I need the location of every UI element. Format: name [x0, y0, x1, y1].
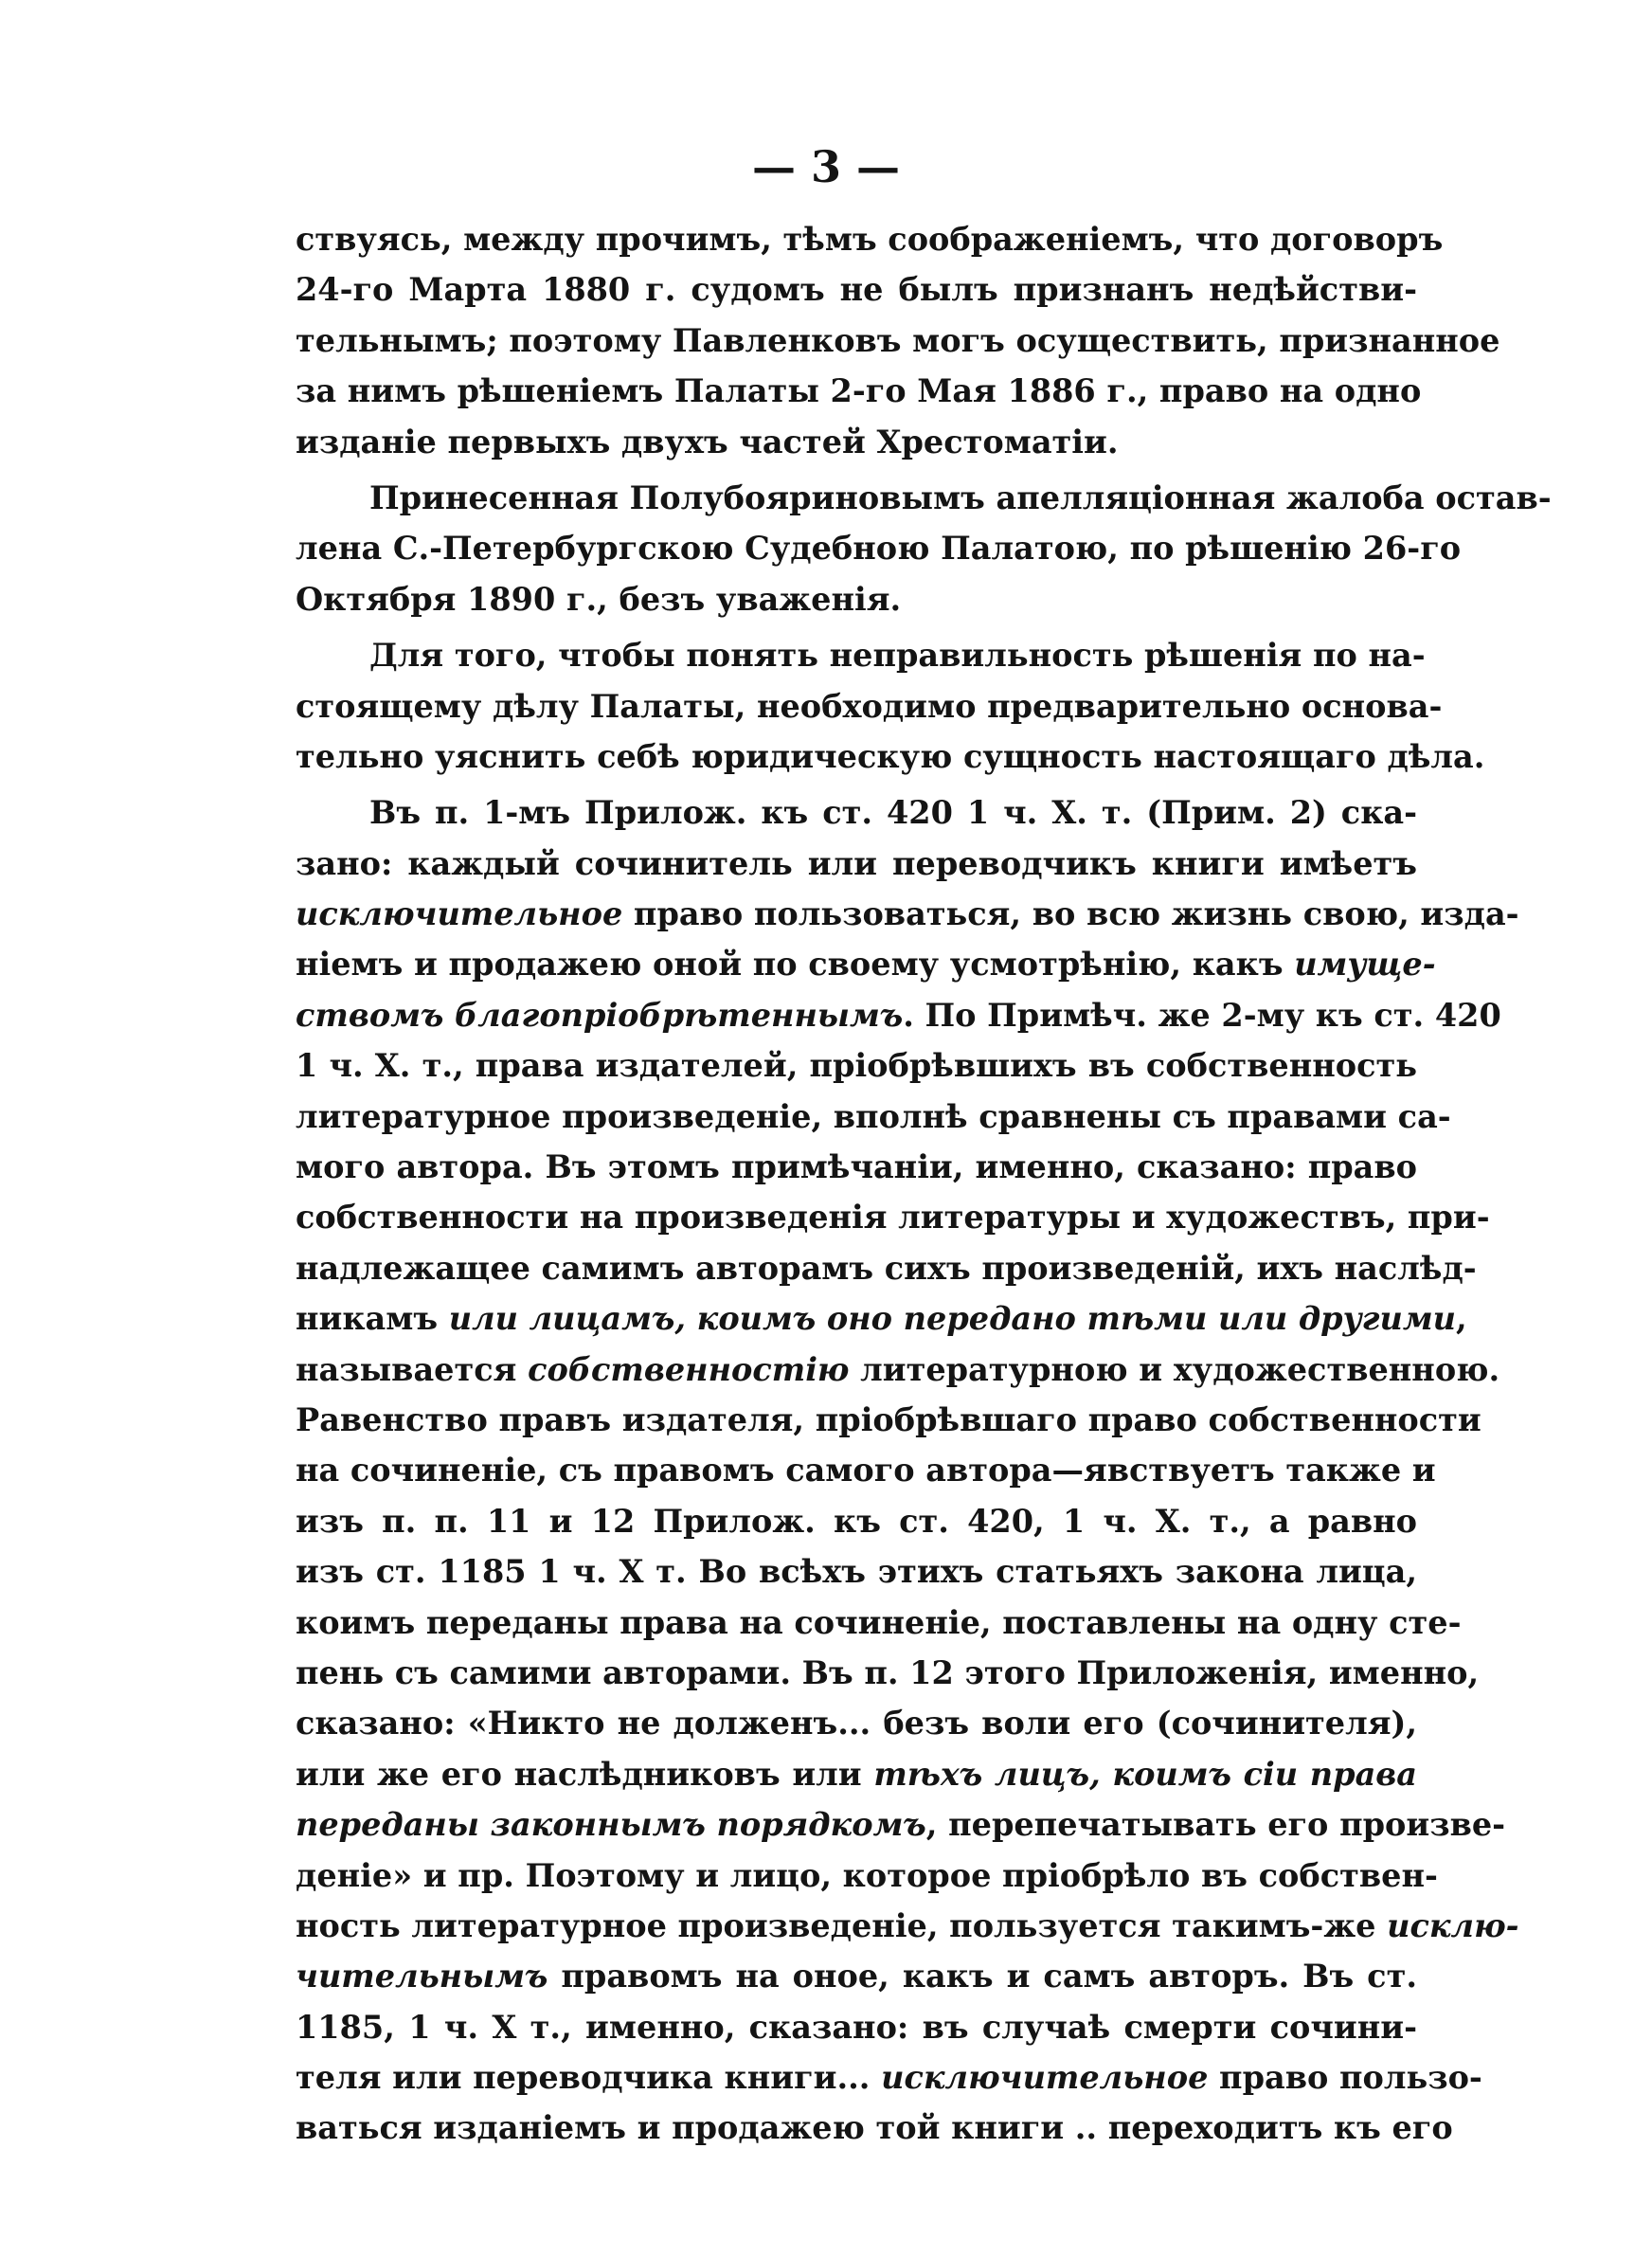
text-line: ствуясь, между прочимъ, тѣмъ соображеніемъ, что договоръ [296, 221, 1444, 258]
text-line: изданіе первыхъ двухъ частей Хрестоматіи. [296, 423, 1119, 460]
italic-emphasis: исклю- [1387, 1906, 1519, 1944]
italic-emphasis: исключительное [296, 895, 623, 933]
italic-emphasis: переданы законнымъ порядкомъ [296, 1806, 926, 1844]
text-line: Равенство правъ издателя, пріобрѣвшаго право собственности [296, 1400, 1481, 1438]
text-line: изъ п. п. 11 и 12 Прилож. къ ст. 420, 1 ч. X. т., а равно [296, 1502, 1417, 1540]
text-line: коимъ переданы права на сочиненіе, поставлены на одну сте- [296, 1603, 1462, 1641]
text-line: 24-го Марта 1880 г. судомъ не былъ признанъ недѣйстви- [296, 271, 1417, 309]
text-line: Октября 1890 г., безъ уваженія. [296, 580, 902, 618]
paragraph-first-line: Для того, чтобы понять неправильность рѣшенія по на- [369, 637, 1426, 675]
italic-emphasis: чительнымъ [296, 1958, 548, 1995]
text-line: лена С.-Петербургскою Судебною Палатою, по рѣшенію 26-го [296, 530, 1462, 568]
text-line: надлежащее самимъ авторамъ сихъ произведеній, ихъ наслѣд- [296, 1249, 1477, 1287]
text-line: 1185, 1 ч. X т., именно, сказано: въ случаѣ смерти сочини- [296, 2008, 1417, 2046]
text-line: тельнымъ; поэтому Павленковъ могъ осуществить, признанное [296, 321, 1500, 359]
body-text [296, 214, 1552, 2154]
italic-emphasis: исключительное [881, 2059, 1209, 2097]
text-line: за нимъ рѣшеніемъ Палаты 2-го Мая 1886 г., право на одно [296, 372, 1422, 410]
italic-emphasis: тѣхъ лицъ, коимъ сіи права [873, 1755, 1417, 1793]
text-line: мого автора. Въ этомъ примѣчаніи, именно, сказано: право [296, 1148, 1417, 1186]
text-line: 1 ч. X. т., права издателей, пріобрѣвшихъ въ собственность [296, 1047, 1417, 1085]
text-line: собственности на произведенія литературы и художествъ, при- [296, 1199, 1490, 1237]
text-line: чительнымъ правомъ на оное, какъ и самъ авторъ. Въ ст. [296, 1958, 1417, 1995]
italic-emphasis: ствомъ благопріобрѣтеннымъ [296, 996, 904, 1034]
italic-emphasis: имуще- [1294, 946, 1436, 984]
text-line: ствомъ благопріобрѣтеннымъ. По Примѣч. же 2-му къ ст. 420 [296, 996, 1501, 1034]
text-line: на сочиненіе, съ правомъ самого автора—явствуетъ также и [296, 1452, 1436, 1490]
text-line: зано: каждый сочинитель или переводчикъ книги имѣетъ [296, 844, 1417, 882]
text-line: называется собственностію литературною и художественною. [296, 1350, 1500, 1388]
text-line: никамъ или лицамъ, коимъ оно передано тѣми или другими, [296, 1300, 1467, 1338]
italic-emphasis: собственностію [528, 1350, 850, 1388]
text-line: стоящему дѣлу Палаты, необходимо предварительно основа- [296, 687, 1443, 725]
paragraph-first-line: Въ п. 1-мъ Прилож. къ ст. 420 1 ч. X. т. (Прим. 2) ска- [369, 794, 1417, 832]
paragraph-first-line: Принесенная Полубояриновымъ апелляціонная жалоба остав- [369, 478, 1552, 516]
text-line: теля или переводчика книги... исключительное право пользо- [296, 2059, 1482, 2097]
italic-emphasis: или лицамъ, коимъ оно передано тѣми или другими [448, 1300, 1457, 1338]
text-line: изъ ст. 1185 1 ч. X т. Во всѣхъ этихъ статьяхъ закона лица, [296, 1553, 1417, 1591]
text-line: ность литературное произведеніе, пользуется такимъ-же исклю- [296, 1906, 1519, 1944]
text-line: сказано: «Никто не долженъ... безъ воли его (сочинителя), [296, 1705, 1417, 1742]
text-line: пень съ самими авторами. Въ п. 12 этого Приложенія, именно, [296, 1653, 1480, 1691]
page-number: — 3 — [751, 141, 901, 192]
text-line: ніемъ и продажею оной по своему усмотрѣнію, какъ имуще- [296, 946, 1436, 984]
text-line: литературное произведеніе, вполнѣ сравнены съ правами са- [296, 1097, 1451, 1135]
text-line: переданы законнымъ порядкомъ, перепечатывать его произве- [296, 1806, 1506, 1844]
text-line: тельно уяснить себѣ юридическую сущность настоящаго дѣла. [296, 737, 1485, 775]
text-line: или же его наслѣдниковъ или тѣхъ лицъ, коимъ сіи права [296, 1755, 1417, 1793]
text-line: ваться изданіемъ и продажею той книги .. переходитъ къ его [296, 2109, 1453, 2147]
text-line: исключительное право пользоваться, во всю жизнь свою, изда- [296, 895, 1519, 933]
text-line: деніе» и пр. Поэтому и лицо, которое пріобрѣло въ собствен- [296, 1856, 1438, 1894]
